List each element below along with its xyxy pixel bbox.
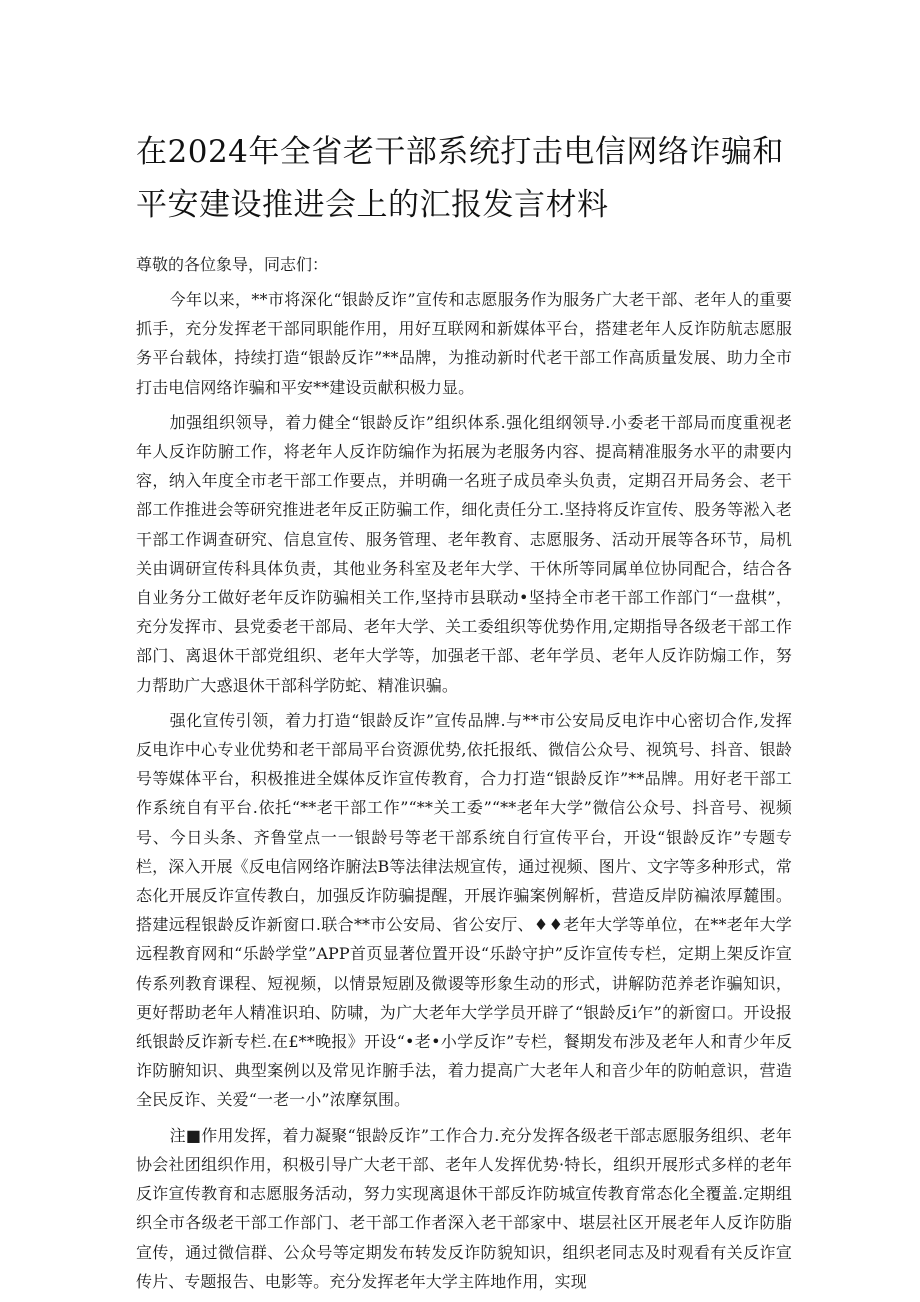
document-page bbox=[136, 126, 792, 1302]
document-title: 在2024年全省老干部系统打击电信网络诈骗和平安建设推进会上的汇报发言材料 bbox=[136, 134, 784, 223]
paragraph-organization: 加强组织领导，着力健全“银龄反诈”组织体系.强化组纲领导.小委老干部局而度重视老年人反诈防腑工作，将老年人反诈防编作为拓展为老服务内容、提高精准服务水平的肃要内容，纳入年度全市老干部工作要点，并明确一名班子成员牵头负责，定期召开局务会、老干部工作推进会等研究推进老年反正防骗工作，细化责任分工.坚持将反诈宣传、股务等淞入老干部工作调查研究、信息宣传、服务管理、老年教育、志愿服务、活动开展等各环节，局机关由调研宣传科具体负责，其他业务科室及老年大学、干休所等同属单位协同配合，结合各自业务分工做好老年反诈防骗相关工作,坚持市县联动•坚持全市老干部工作部门“一盘棋”，充分发挥市、县党委老干部局、老年大学、关工委组织等优势作用,定期指导各级老干部工作部门、离退休干部党组织、老年大学等，加强老干部、老年学员、老年人反诈防煽工作，努力帮助广大惑退休干部科学防蛇、精准识骗。 bbox=[136, 412, 792, 695]
paragraph-publicity: 强化宣传引领，着力打造“银龄反诈”宣传品牌.与**市公安局反电诈中心密切合作,发挥反电诈中心专业优势和老干部局平台资源优势,依托报纸、微信公众号、视筑号、抖音、银龄号等媒体平台，积极推进全媒体反诈宣传教育，合力打造“银龄反诈”**品牌。用好老干部工作系统自有平台.依托“**老干部工作”“**关工委”“**老年大学”微信公众号、抖音号、视频号、今日头条、齐鲁堂点一一银龄号等老干部系统自行宣传平台，开设“银龄反诈”专题专栏，深入开展《反电信网络诈腑法B等法律法规宣传，通过视频、图片、文字等多种形式，常态化开展反诈宣传教白，加强反诈防骗提醒，开展诈骗案例解析，营造反岸防褊浓厚麓围。搭建远程银龄反诈新窗口.联合**市公安局、省公安厅、♦♦老年大学等单位，在**老年大学远程教育网和“乐龄学堂”APP首页显著位置开设“乐龄守护”反诈宣传专栏，定期上架反诈宣传系列教育课程、短视频，以情景短剧及微谡等形象生动的形式，讲解防范养老诈骗知识，更好帮助老年人精准识珀、防啸，为广大老年大学学员开辟了“银龄反i乍”的新窗口。开设报纸银龄反诈新专栏.在£**晚报》开设“•老•小学反诈”专栏，餐期发布涉及老年人和青少年反诈防腑知识、典型案例以及常见诈腑手法，着力提高广大老年人和音少年的防帕意识，营造全民反诈、关爱“一老一小”浓摩氛围。 bbox=[136, 710, 792, 1110]
paragraph-intro: 今年以来，**市将深化“银龄反诈”宣传和志愿服务作为服务广大老干部、老年人的重要抓手，充分发挥老干部同职能作用，用好互联网和新媒体平台，搭建老年人反诈防航志愿服务平台载体，持续打造“银龄反诈”**品牌，为推动新时代老干部工作高质量发展、助力全市打击电信网络诈骗和平安**建设贡献积极力显。 bbox=[136, 290, 792, 397]
salutation: 尊敬的各位象导，同志们： bbox=[136, 255, 329, 274]
paragraph-role: 注■作用发挥，着力凝聚“银龄反诈”工作合力.充分发挥各级老干部志愿服务组织、老年协会社团组织作用，积极引导广大老干部、老年人发挥优势·特长，组织开展形式多样的老年反诈宣传教育和志愿服务活动，努力实现离退休干部反诈防城宣传教育常态化全覆盖.定期组织全市各级老干部工作部门、老干部工作者深入老干部家中、堪层社区开展老年人反诈防脂宣传，通过微信群、公众号等定期发布转发反诈防貌知识，组织老同志及时观看有关反诈宣传片、专题报告、电影等。充分发挥老年大学主阵地作用，实现 bbox=[136, 1125, 792, 1291]
